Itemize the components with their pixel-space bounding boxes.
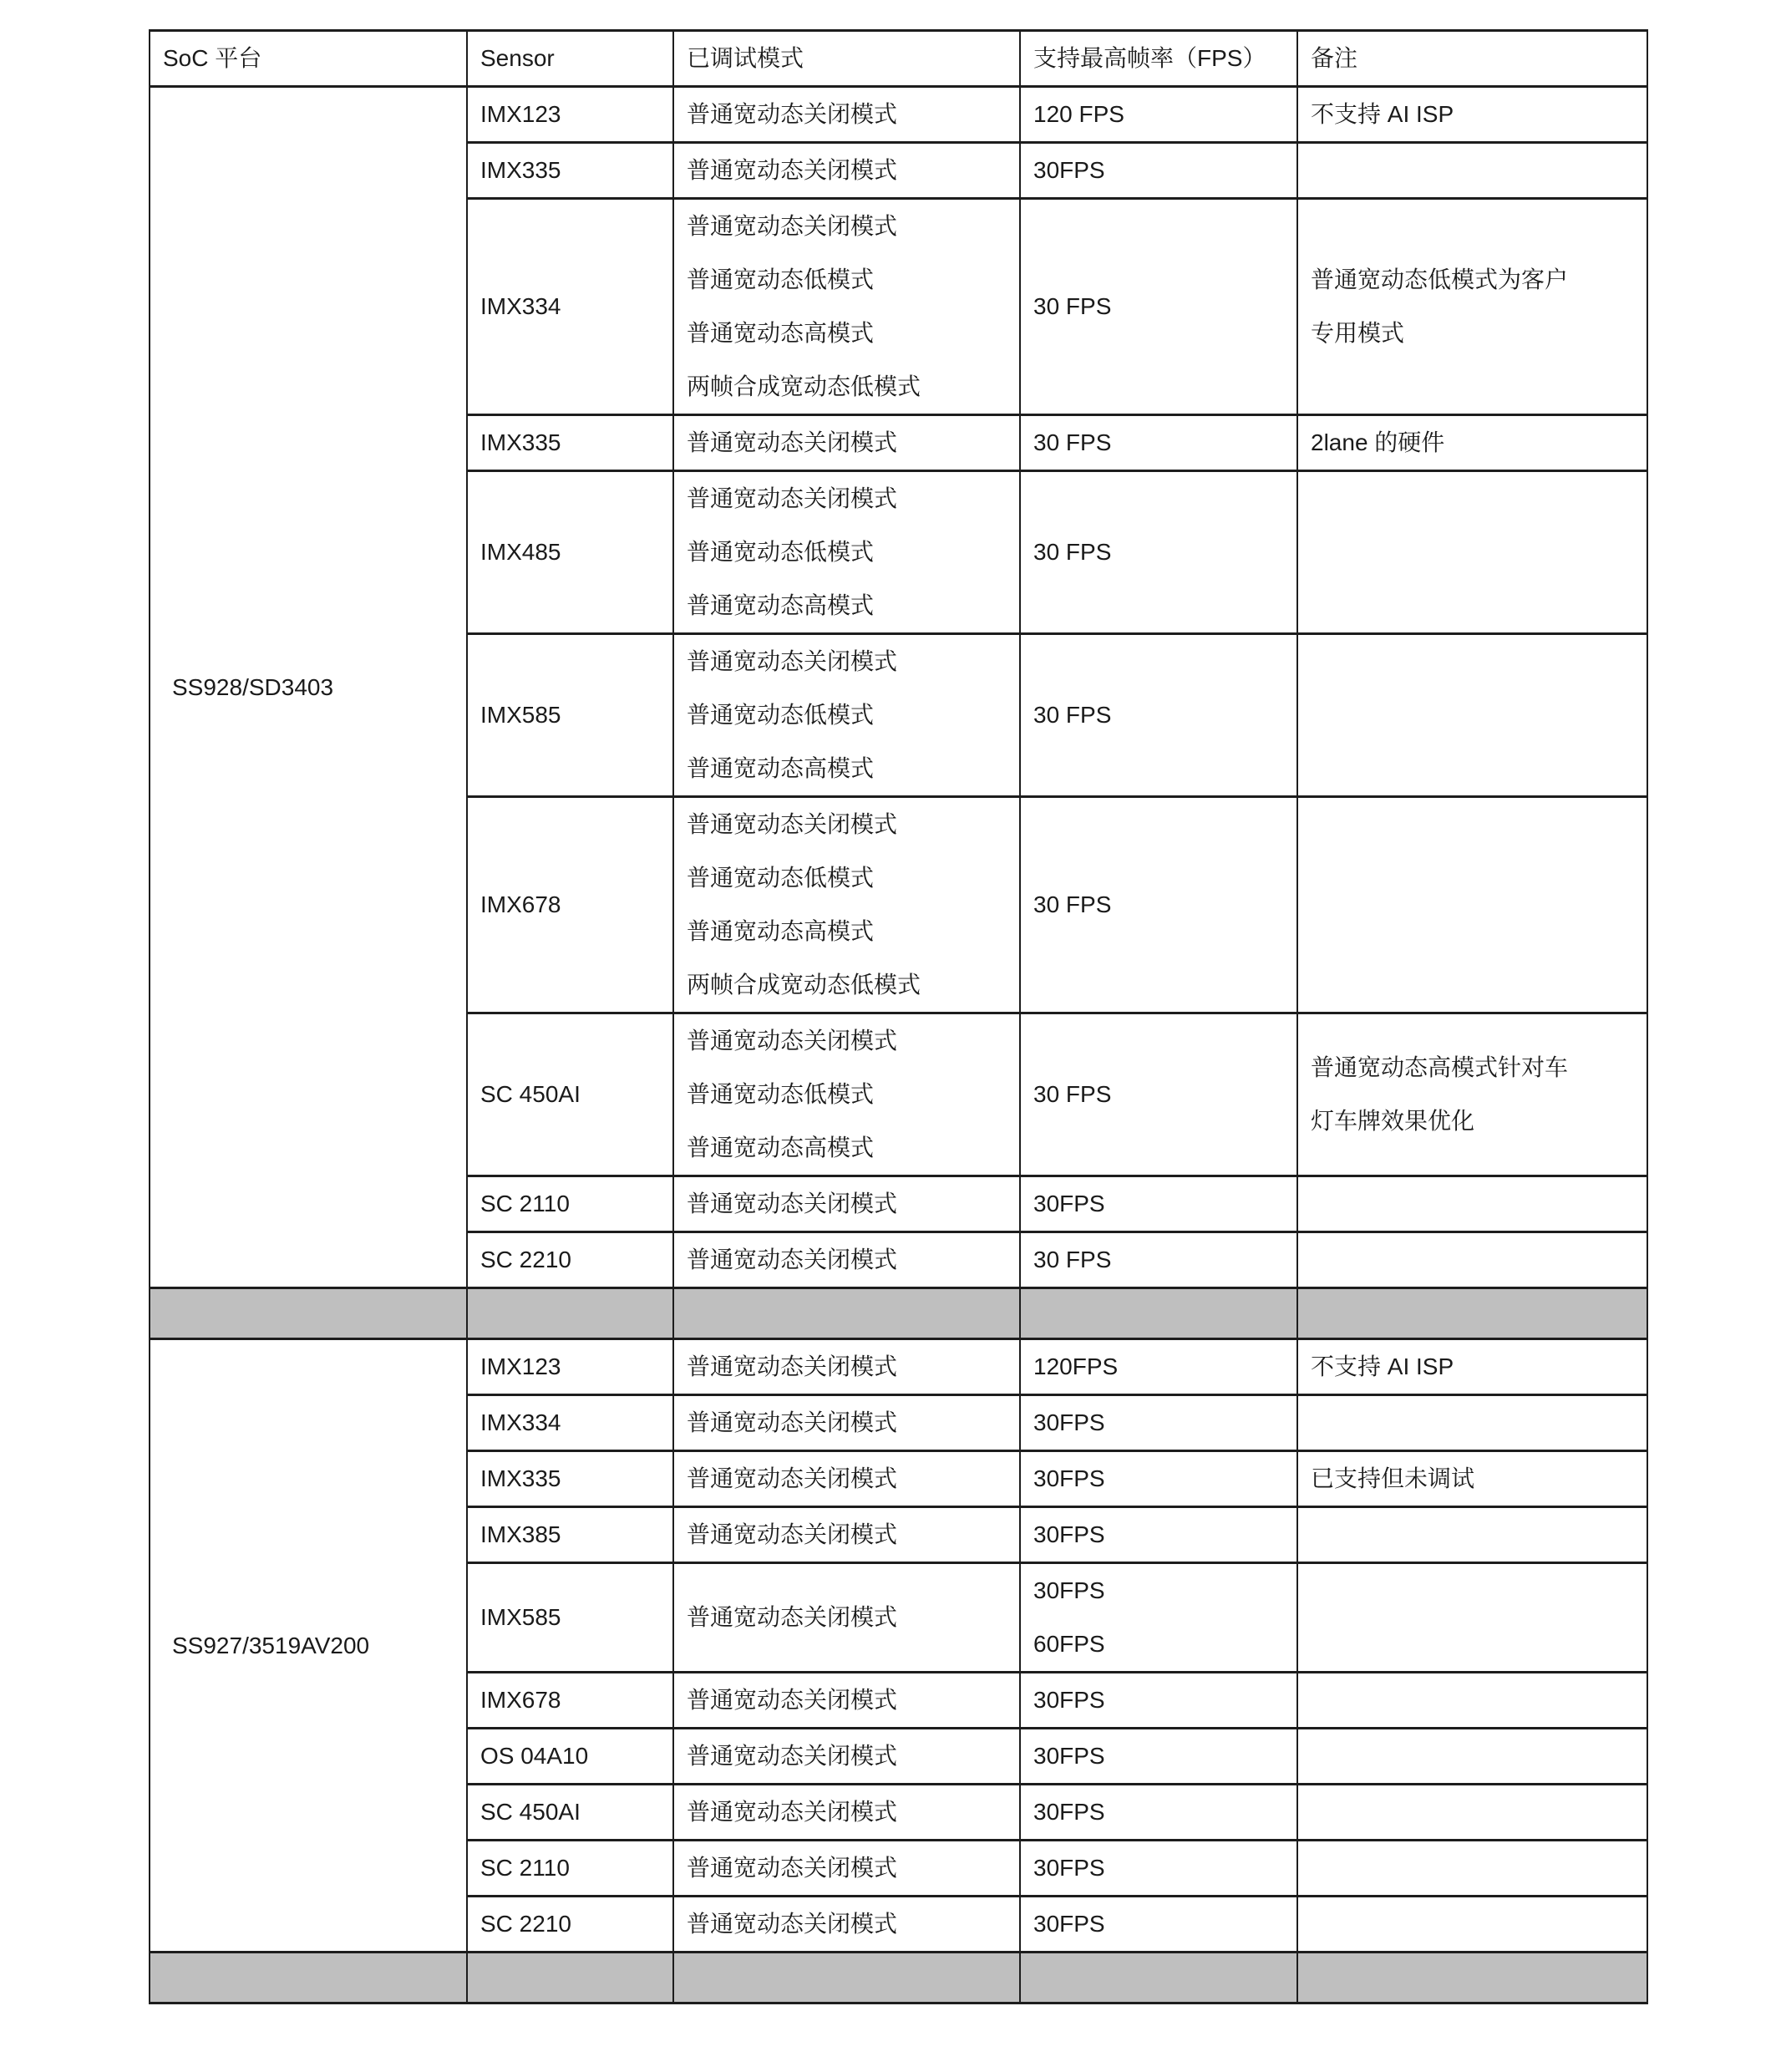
remark-cell bbox=[1297, 1451, 1647, 1507]
sensor-name: IMX385 bbox=[480, 1521, 561, 1547]
separator-cell bbox=[1020, 1953, 1297, 2003]
soc-cell bbox=[150, 1339, 467, 1953]
fps-line: 30FPS bbox=[1033, 1687, 1105, 1713]
modes-cell bbox=[673, 1451, 1020, 1507]
sensor-name: IMX335 bbox=[480, 429, 561, 455]
separator-cell bbox=[1020, 1288, 1297, 1339]
column-header-label: 支持最高帧率（FPS） bbox=[1033, 45, 1266, 71]
mode-line: 普通宽动态关闭模式 bbox=[687, 101, 898, 127]
mode-line: 普通宽动态低模式 bbox=[687, 1081, 875, 1107]
remark-line: 不支持 AI ISP bbox=[1311, 1353, 1454, 1379]
fps-cell bbox=[1020, 1785, 1297, 1841]
fps-line: 30 FPS bbox=[1033, 539, 1112, 565]
fps-line: 30 FPS bbox=[1033, 702, 1112, 728]
sensor-cell bbox=[467, 471, 673, 634]
sensor-cell bbox=[467, 1729, 673, 1785]
fps-cell bbox=[1020, 1395, 1297, 1451]
modes-cell bbox=[673, 1176, 1020, 1232]
remark-cell bbox=[1297, 415, 1647, 471]
fps-line: 30FPS bbox=[1033, 1465, 1105, 1491]
sensor-cell bbox=[467, 1176, 673, 1232]
mode-line: 普通宽动态关闭模式 bbox=[687, 648, 898, 674]
modes-cell bbox=[673, 634, 1020, 797]
sensor-cell bbox=[467, 1841, 673, 1897]
remark-cell bbox=[1297, 1176, 1647, 1232]
mode-line: 普通宽动态低模式 bbox=[687, 539, 875, 565]
sensor-name: IMX335 bbox=[480, 157, 561, 183]
sensor-name: IMX678 bbox=[480, 891, 561, 917]
fps-cell bbox=[1020, 1339, 1297, 1395]
sensor-cell bbox=[467, 1897, 673, 1953]
modes-cell bbox=[673, 797, 1020, 1013]
remark-line: 灯车牌效果优化 bbox=[1311, 1108, 1475, 1134]
soc-cell bbox=[150, 87, 467, 1288]
remark-cell bbox=[1297, 1729, 1647, 1785]
column-header bbox=[467, 31, 673, 87]
column-header-label: 备注 bbox=[1311, 45, 1358, 71]
fps-line: 120FPS bbox=[1033, 1353, 1119, 1379]
fps-line: 30 FPS bbox=[1033, 293, 1112, 319]
fps-line: 30 FPS bbox=[1033, 891, 1112, 917]
fps-cell bbox=[1020, 1507, 1297, 1563]
fps-cell bbox=[1020, 1841, 1297, 1897]
mode-line: 普通宽动态关闭模式 bbox=[687, 1799, 898, 1825]
sensor-cell bbox=[467, 143, 673, 199]
fps-cell bbox=[1020, 1232, 1297, 1288]
remark-cell bbox=[1297, 1563, 1647, 1673]
fps-cell bbox=[1020, 1013, 1297, 1176]
sensor-name: IMX335 bbox=[480, 1465, 561, 1491]
sensor-cell bbox=[467, 1339, 673, 1395]
remark-cell bbox=[1297, 1339, 1647, 1395]
sensor-name: IMX334 bbox=[480, 293, 561, 319]
remark-cell bbox=[1297, 143, 1647, 199]
separator-cell bbox=[467, 1288, 673, 1339]
modes-cell bbox=[673, 415, 1020, 471]
mode-line: 普通宽动态关闭模式 bbox=[687, 1465, 898, 1491]
modes-cell bbox=[673, 199, 1020, 415]
sensor-name: IMX585 bbox=[480, 1604, 561, 1630]
sensor-cell bbox=[467, 1013, 673, 1176]
column-header-label: 已调试模式 bbox=[687, 45, 804, 71]
table-row bbox=[150, 1339, 1647, 1395]
sensor-cell bbox=[467, 87, 673, 143]
remark-line: 专用模式 bbox=[1311, 320, 1405, 346]
remark-cell bbox=[1297, 797, 1647, 1013]
modes-cell bbox=[673, 1232, 1020, 1288]
mode-line: 普通宽动态关闭模式 bbox=[687, 157, 898, 183]
sensor-name: SC 450AI bbox=[480, 1081, 581, 1107]
mode-line: 普通宽动态高模式 bbox=[687, 320, 875, 346]
mode-line: 两帧合成宽动态低模式 bbox=[687, 972, 921, 998]
remark-line: 普通宽动态高模式针对车 bbox=[1311, 1054, 1569, 1080]
header-row bbox=[150, 31, 1647, 87]
separator-cell bbox=[673, 1288, 1020, 1339]
sensor-name: SC 450AI bbox=[480, 1799, 581, 1825]
sensor-cell bbox=[467, 797, 673, 1013]
modes-cell bbox=[673, 1339, 1020, 1395]
sensor-name: IMX678 bbox=[480, 1687, 561, 1713]
separator-cell bbox=[673, 1953, 1020, 2003]
sensor-name: IMX123 bbox=[480, 1353, 561, 1379]
sensor-cell bbox=[467, 1673, 673, 1729]
column-header bbox=[1297, 31, 1647, 87]
column-header bbox=[1020, 31, 1297, 87]
mode-line: 普通宽动态关闭模式 bbox=[687, 213, 898, 239]
modes-cell bbox=[673, 1507, 1020, 1563]
modes-cell bbox=[673, 1673, 1020, 1729]
remark-cell bbox=[1297, 1395, 1647, 1451]
column-header-label: Sensor bbox=[480, 45, 555, 71]
fps-cell bbox=[1020, 471, 1297, 634]
fps-line: 30FPS bbox=[1033, 1911, 1105, 1937]
separator-cell bbox=[150, 1953, 467, 2003]
fps-line: 60FPS bbox=[1033, 1631, 1105, 1657]
separator-cell bbox=[1297, 1288, 1647, 1339]
remark-cell bbox=[1297, 1507, 1647, 1563]
column-header bbox=[673, 31, 1020, 87]
remark-cell bbox=[1297, 1841, 1647, 1897]
sensor-name: IMX334 bbox=[480, 1409, 561, 1435]
fps-cell bbox=[1020, 1729, 1297, 1785]
remark-cell bbox=[1297, 1673, 1647, 1729]
mode-line: 普通宽动态关闭模式 bbox=[687, 1687, 898, 1713]
fps-cell bbox=[1020, 1176, 1297, 1232]
fps-cell bbox=[1020, 1563, 1297, 1673]
sensor-name: SC 2110 bbox=[480, 1855, 570, 1881]
separator-cell bbox=[1297, 1953, 1647, 2003]
separator-row bbox=[150, 1288, 1647, 1339]
sensor-name: IMX585 bbox=[480, 702, 561, 728]
fps-line: 120 FPS bbox=[1033, 101, 1124, 127]
fps-cell bbox=[1020, 1451, 1297, 1507]
sensor-name: IMX123 bbox=[480, 101, 561, 127]
fps-cell bbox=[1020, 87, 1297, 143]
modes-cell bbox=[673, 1729, 1020, 1785]
mode-line: 普通宽动态低模式 bbox=[687, 267, 875, 292]
soc-platform-label: SS928/SD3403 bbox=[172, 673, 334, 700]
fps-cell bbox=[1020, 634, 1297, 797]
soc-platform-label: SS927/3519AV200 bbox=[172, 1632, 370, 1658]
modes-cell bbox=[673, 1563, 1020, 1673]
remark-cell bbox=[1297, 199, 1647, 415]
mode-line: 普通宽动态关闭模式 bbox=[687, 1028, 898, 1054]
fps-cell bbox=[1020, 199, 1297, 415]
sensor-cell bbox=[467, 1563, 673, 1673]
mode-line: 普通宽动态高模式 bbox=[687, 1135, 875, 1160]
fps-cell bbox=[1020, 797, 1297, 1013]
fps-line: 30FPS bbox=[1033, 1855, 1105, 1881]
modes-cell bbox=[673, 1897, 1020, 1953]
sensor-cell bbox=[467, 634, 673, 797]
separator-row bbox=[150, 1953, 1647, 2003]
sensor-cell bbox=[467, 1395, 673, 1451]
fps-cell bbox=[1020, 1673, 1297, 1729]
fps-cell bbox=[1020, 143, 1297, 199]
fps-line: 30FPS bbox=[1033, 1799, 1105, 1825]
remark-line: 2lane 的硬件 bbox=[1311, 429, 1445, 455]
fps-cell bbox=[1020, 1897, 1297, 1953]
mode-line: 普通宽动态关闭模式 bbox=[687, 1191, 898, 1216]
table-row bbox=[150, 87, 1647, 143]
remark-line: 已支持但未调试 bbox=[1311, 1465, 1475, 1491]
mode-line: 两帧合成宽动态低模式 bbox=[687, 373, 921, 399]
mode-line: 普通宽动态高模式 bbox=[687, 592, 875, 618]
modes-cell bbox=[673, 1785, 1020, 1841]
remark-cell bbox=[1297, 1785, 1647, 1841]
table-body bbox=[150, 87, 1647, 2003]
fps-line: 30FPS bbox=[1033, 157, 1105, 183]
remark-cell bbox=[1297, 87, 1647, 143]
remark-line: 普通宽动态低模式为客户 bbox=[1311, 267, 1569, 292]
mode-line: 普通宽动态关闭模式 bbox=[687, 1521, 898, 1547]
fps-line: 30FPS bbox=[1033, 1409, 1105, 1435]
fps-line: 30 FPS bbox=[1033, 429, 1112, 455]
sensor-name: SC 2210 bbox=[480, 1911, 571, 1937]
mode-line: 普通宽动态关闭模式 bbox=[687, 1911, 898, 1937]
modes-cell bbox=[673, 471, 1020, 634]
mode-line: 普通宽动态低模式 bbox=[687, 702, 875, 728]
fps-line: 30FPS bbox=[1033, 1521, 1105, 1547]
sensor-name: OS 04A10 bbox=[480, 1743, 589, 1769]
column-header-label: SoC 平台 bbox=[163, 45, 262, 71]
remark-cell bbox=[1297, 634, 1647, 797]
remark-cell bbox=[1297, 1897, 1647, 1953]
sensor-support-table bbox=[149, 29, 1648, 2004]
mode-line: 普通宽动态关闭模式 bbox=[687, 485, 898, 511]
fps-line: 30FPS bbox=[1033, 1191, 1105, 1216]
mode-line: 普通宽动态高模式 bbox=[687, 918, 875, 944]
fps-line: 30FPS bbox=[1033, 1743, 1105, 1769]
modes-cell bbox=[673, 1013, 1020, 1176]
mode-line: 普通宽动态关闭模式 bbox=[687, 1409, 898, 1435]
table-header bbox=[150, 31, 1647, 87]
sensor-cell bbox=[467, 415, 673, 471]
mode-line: 普通宽动态关闭模式 bbox=[687, 1353, 898, 1379]
mode-line: 普通宽动态高模式 bbox=[687, 755, 875, 781]
sensor-name: SC 2110 bbox=[480, 1191, 570, 1216]
mode-line: 普通宽动态关闭模式 bbox=[687, 429, 898, 455]
mode-line: 普通宽动态关闭模式 bbox=[687, 811, 898, 837]
sensor-cell bbox=[467, 1785, 673, 1841]
mode-line: 普通宽动态关闭模式 bbox=[687, 1604, 898, 1630]
modes-cell bbox=[673, 1395, 1020, 1451]
sensor-name: SC 2210 bbox=[480, 1247, 571, 1272]
remark-cell bbox=[1297, 1232, 1647, 1288]
fps-cell bbox=[1020, 415, 1297, 471]
column-header bbox=[150, 31, 467, 87]
document-page bbox=[149, 29, 1648, 2004]
remark-cell bbox=[1297, 471, 1647, 634]
sensor-cell bbox=[467, 1232, 673, 1288]
remark-cell bbox=[1297, 1013, 1647, 1176]
sensor-name: IMX485 bbox=[480, 539, 561, 565]
sensor-cell bbox=[467, 1451, 673, 1507]
sensor-cell bbox=[467, 1507, 673, 1563]
separator-cell bbox=[467, 1953, 673, 2003]
mode-line: 普通宽动态关闭模式 bbox=[687, 1247, 898, 1272]
modes-cell bbox=[673, 87, 1020, 143]
separator-cell bbox=[150, 1288, 467, 1339]
mode-line: 普通宽动态低模式 bbox=[687, 865, 875, 891]
remark-line: 不支持 AI ISP bbox=[1311, 101, 1454, 127]
mode-line: 普通宽动态关闭模式 bbox=[687, 1855, 898, 1881]
fps-line: 30FPS bbox=[1033, 1577, 1105, 1603]
fps-line: 30 FPS bbox=[1033, 1081, 1112, 1107]
sensor-cell bbox=[467, 199, 673, 415]
mode-line: 普通宽动态关闭模式 bbox=[687, 1743, 898, 1769]
modes-cell bbox=[673, 143, 1020, 199]
modes-cell bbox=[673, 1841, 1020, 1897]
fps-line: 30 FPS bbox=[1033, 1247, 1112, 1272]
